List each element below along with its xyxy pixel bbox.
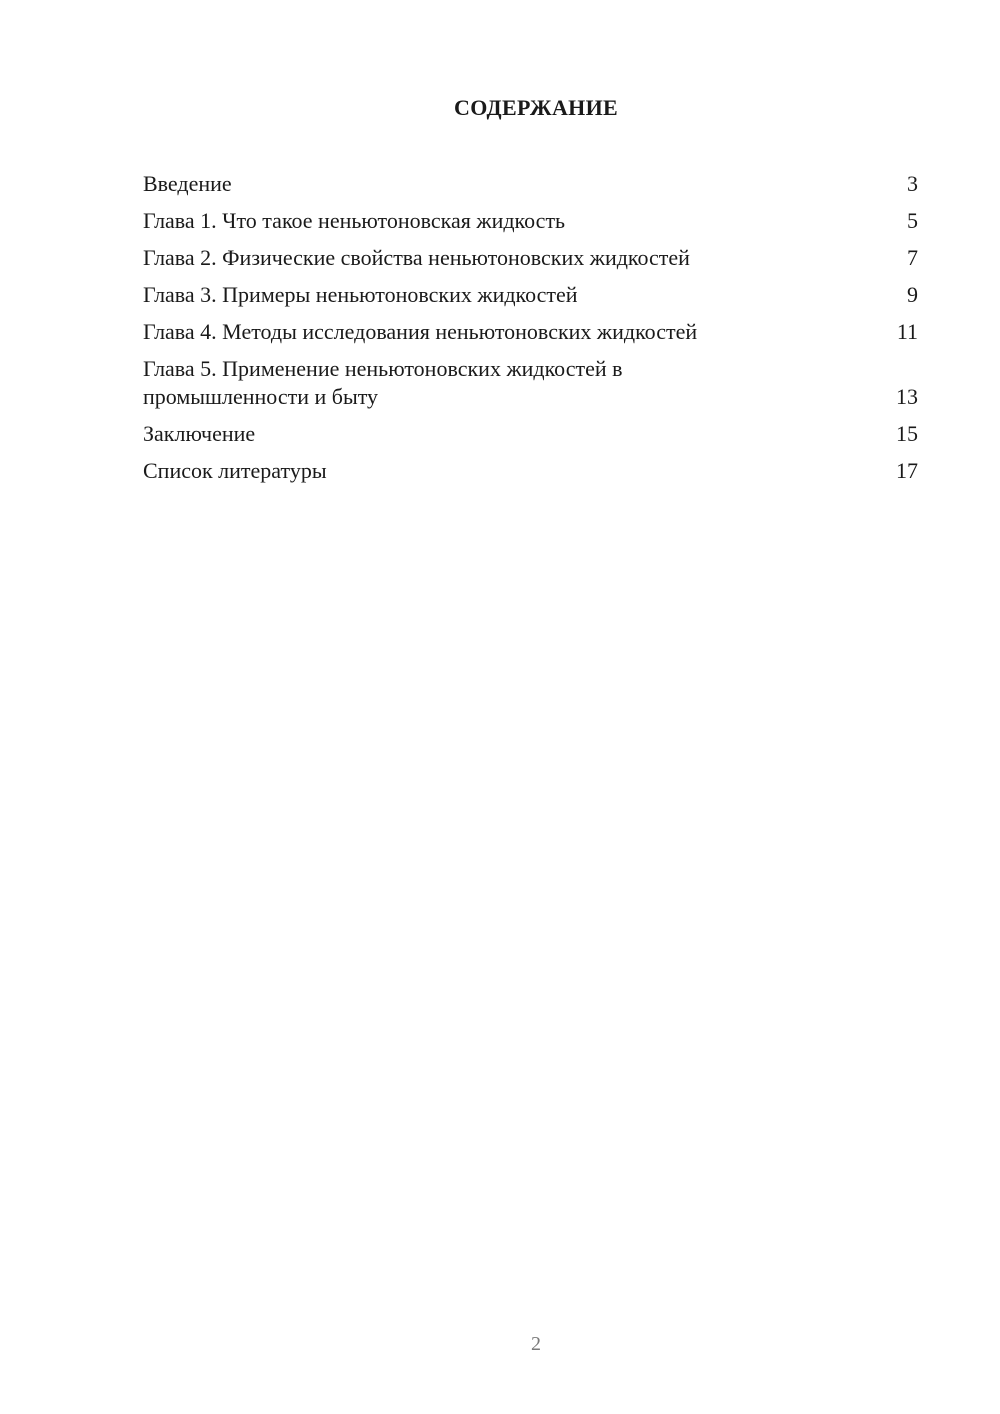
toc-entry-text: Глава 4. Методы исследования неньютоновских жидкостей [143,319,698,344]
page-number: 2 [531,1333,541,1355]
toc-entry-text: Глава 5. Применение неньютоновских жидкостей в промышленности и быту [143,356,623,409]
table-of-contents [143,170,918,494]
toc-entry-chapter-5 [143,355,918,411]
toc-entry-text: Заключение [143,421,256,446]
toc-entry-page: 11 [896,319,918,344]
toc-entry-page: 5 [907,208,918,233]
toc-entry-chapter-2 [143,244,918,272]
toc-entry-page: 3 [907,171,918,196]
toc-entry-page: 7 [907,245,918,270]
toc-entry-bibliography [143,457,918,485]
toc-entry-chapter-4 [143,318,918,346]
toc-entry-chapter-1 [143,207,918,235]
toc-entry-conclusion [143,420,918,448]
toc-entry-text: Глава 1. Что такое неньютоновская жидкость [143,208,566,233]
toc-title: СОДЕРЖАНИЕ [454,95,618,120]
toc-entry-page: 17 [896,458,918,483]
toc-entry-text: Введение [143,171,232,196]
toc-entry-page: 15 [896,421,918,446]
toc-entry-text: Глава 2. Физические свойства неньютоновских жидкостей [143,245,690,270]
toc-entry-page: 9 [907,282,918,307]
toc-entry-chapter-3 [143,281,918,309]
toc-entry-introduction [143,170,918,198]
toc-entry-text: Список литературы [143,458,327,483]
toc-entry-text: Глава 3. Примеры неньютоновских жидкостей [143,282,578,307]
toc-entry-page: 13 [896,384,918,409]
